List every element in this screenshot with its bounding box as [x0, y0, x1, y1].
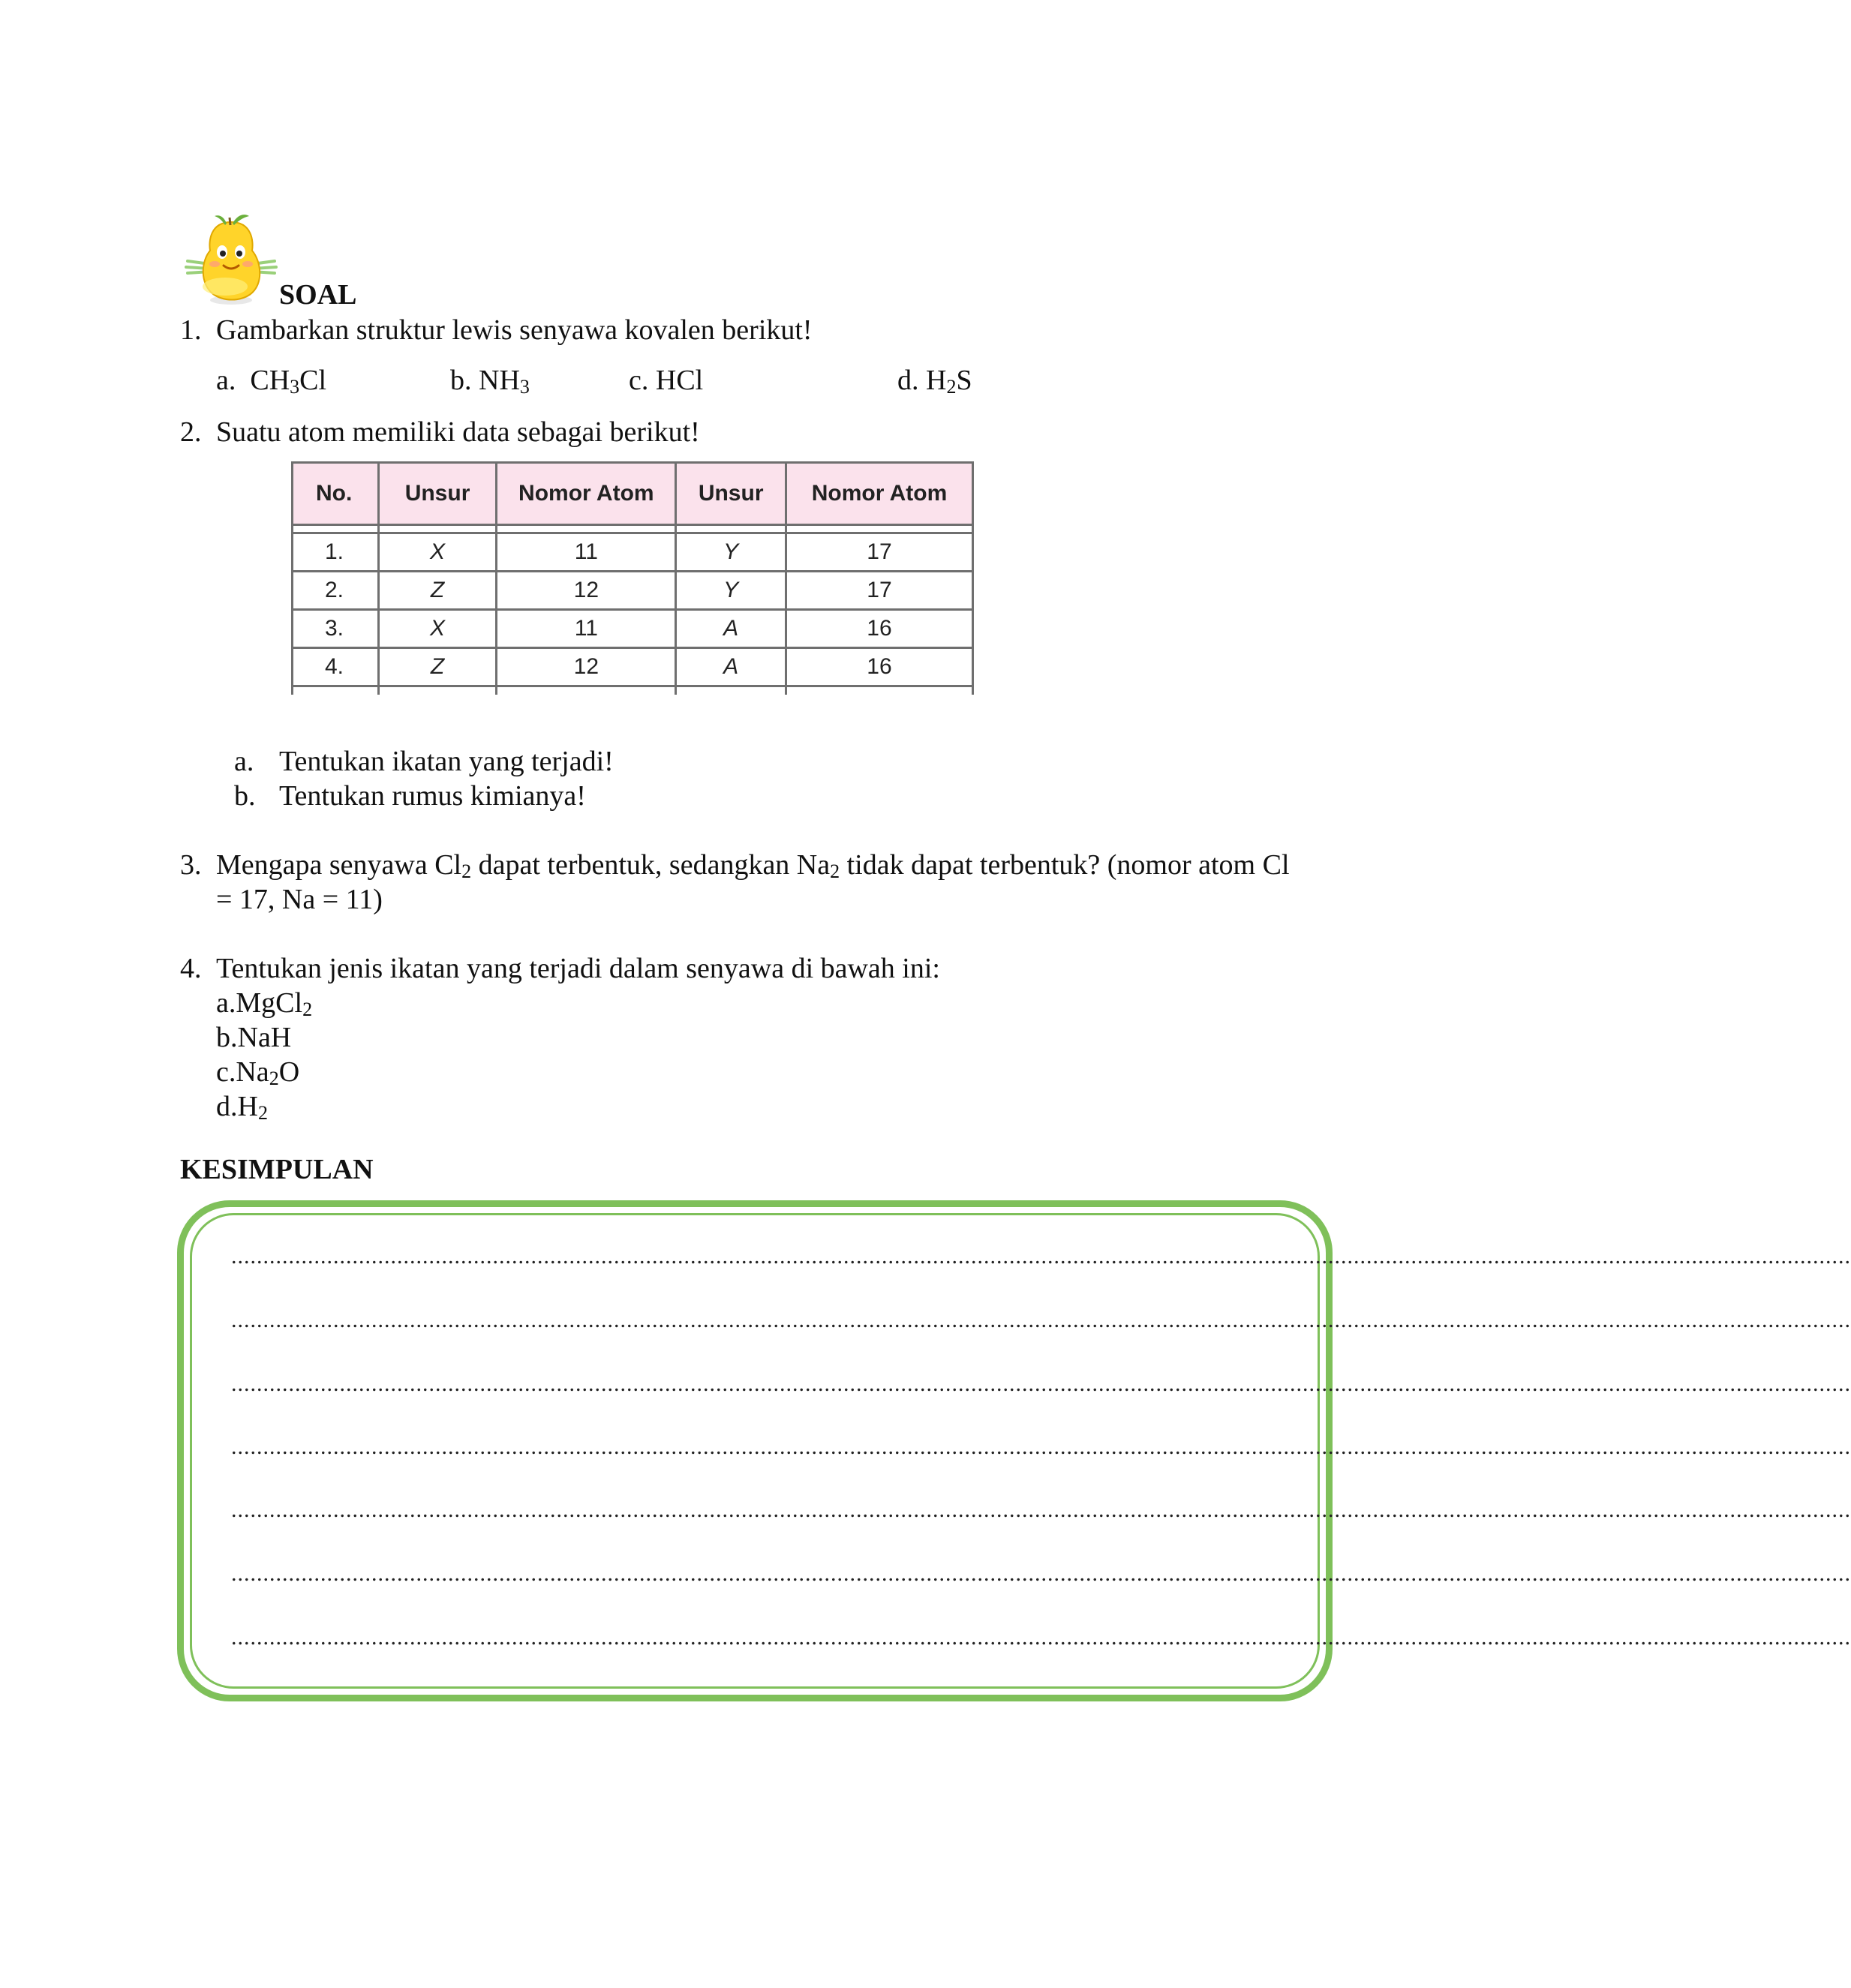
table-cell: 16: [786, 648, 972, 686]
table-cell: Z: [378, 648, 497, 686]
table-cell: 11: [497, 533, 676, 572]
q4-item-d: $d.H_2$: [216, 1091, 268, 1124]
table-cell: X: [378, 610, 497, 648]
table-cell: A: [676, 610, 786, 648]
q1-text: Gambarkan struktur lewis senyawa kovalen berikut!: [216, 314, 813, 346]
table-cell: Y: [676, 533, 786, 572]
q1-option-a: a. $CH_3Cl$: [216, 365, 327, 398]
table-cell: 17: [786, 572, 972, 610]
table-cell: 1.: [293, 533, 379, 572]
q1-option-c: c. HCl: [629, 365, 704, 396]
table-cell: 4.: [293, 648, 379, 686]
table-header-cell: Unsur: [378, 463, 497, 525]
table-header-row: [293, 463, 973, 525]
q2-sub-a-label: a.: [234, 746, 254, 777]
table-cell: A: [676, 648, 786, 686]
table-cell: Y: [676, 572, 786, 610]
q1-option-b: b. $NH_3$: [450, 365, 530, 398]
table-row: [293, 610, 973, 648]
table-cell: 2.: [293, 572, 379, 610]
answer-line[interactable]: ..............................................................................................................................................................................................................................................................: [231, 1625, 1851, 1650]
soal-heading: SOAL: [279, 279, 357, 311]
answer-line[interactable]: ..............................................................................................................................................................................................................................................................: [231, 1308, 1851, 1332]
q4-item-a: a.MgCl$_2$: [216, 987, 313, 1020]
table-cell: 17: [786, 533, 972, 572]
q4-number: 4.: [180, 953, 202, 984]
table-cell: 12: [497, 648, 676, 686]
q2-text: Suatu atom memiliki data sebagai berikut!: [216, 416, 700, 448]
table-row: [293, 572, 973, 610]
q2-sub-a-text: Tentukan ikatan yang terjadi!: [279, 746, 614, 777]
answer-line[interactable]: ..............................................................................................................................................................................................................................................................: [231, 1434, 1851, 1459]
table-spacer-row: [293, 525, 973, 533]
q4-text: Tentukan jenis ikatan yang terjadi dalam senyawa di bawah ini:: [216, 953, 940, 984]
q4-item-b: b.NaH: [216, 1022, 292, 1053]
kesimpulan-heading: KESIMPULAN: [180, 1154, 374, 1185]
table-cell: 3.: [293, 610, 379, 648]
q1-number: 1.: [180, 314, 202, 346]
q2-number: 2.: [180, 416, 202, 448]
table-header-cell: Nomor Atom: [786, 463, 972, 525]
table-header-cell: Unsur: [676, 463, 786, 525]
table-cell: Z: [378, 572, 497, 610]
q4-item-c: $c.Na_2O$: [216, 1056, 300, 1089]
table-cell: 11: [497, 610, 676, 648]
q1-option-d: d. $H_2S$: [897, 365, 972, 398]
pear-mascot-icon: [180, 212, 282, 311]
q2-sub-b-text: Tentukan rumus kimianya!: [279, 780, 586, 812]
atom-data-table: [291, 461, 974, 695]
answer-line[interactable]: ..............................................................................................................................................................................................................................................................: [231, 1244, 1851, 1269]
table-header-cell: No.: [293, 463, 379, 525]
q3-number: 3.: [180, 849, 202, 881]
table-tail-row: [293, 686, 973, 695]
answer-line[interactable]: ..............................................................................................................................................................................................................................................................: [231, 1497, 1851, 1522]
q3-text: Mengapa senyawa $Cl_2$ dapat terbentuk, sedangkan $Na_2$ tidak dapat terbentuk? (nomor atom Cl: [216, 849, 1290, 882]
answer-line[interactable]: ..............................................................................................................................................................................................................................................................: [231, 1561, 1851, 1586]
table-cell: 16: [786, 610, 972, 648]
table-row: [293, 533, 973, 572]
answer-line[interactable]: ..............................................................................................................................................................................................................................................................: [231, 1371, 1851, 1396]
table-cell: 12: [497, 572, 676, 610]
table-header-cell: Nomor Atom: [497, 463, 676, 525]
table-cell: X: [378, 533, 497, 572]
table-row: [293, 648, 973, 686]
q3-text-line2: = 17, Na = 11): [216, 884, 383, 915]
q2-sub-b-label: b.: [234, 780, 256, 812]
